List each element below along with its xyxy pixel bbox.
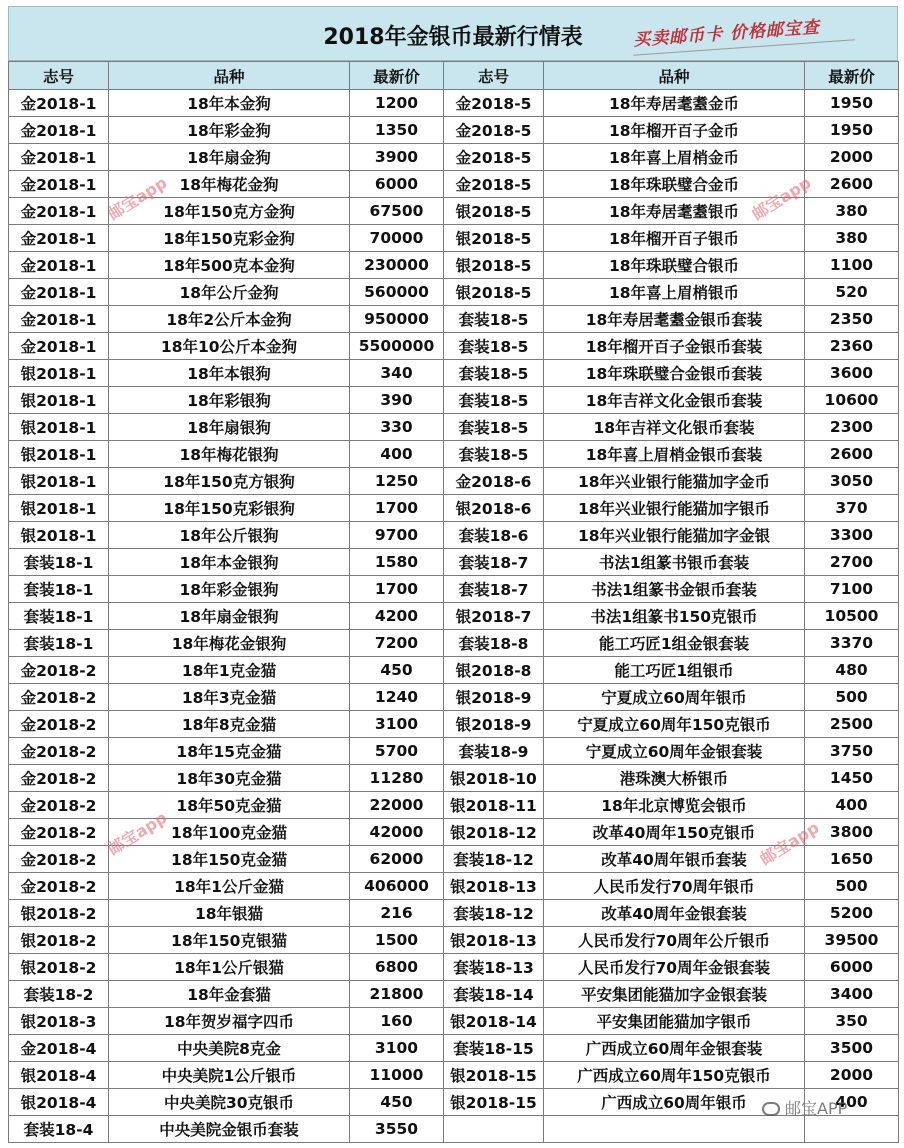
coin-price-cell: 1700 — [350, 576, 444, 603]
coin-code-cell: 银2018-8 — [444, 657, 544, 684]
coin-variety-cell: 中央美院1公斤银币 — [109, 1062, 350, 1089]
coin-price-cell: 2500 — [805, 711, 899, 738]
coin-code-cell: 套装18-5 — [444, 387, 544, 414]
coin-variety-cell: 18年10公斤本金狗 — [109, 333, 350, 360]
coin-code-cell: 银2018-14 — [444, 1008, 544, 1035]
coin-price-cell: 6000 — [350, 171, 444, 198]
coin-price-cell: 42000 — [350, 819, 444, 846]
coin-variety-cell: 18年吉祥文化金银币套装 — [544, 387, 805, 414]
coin-variety-cell: 18年梅花金银狗 — [109, 630, 350, 657]
coin-code-cell: 套装18-1 — [9, 549, 109, 576]
table-row — [9, 441, 899, 468]
coin-variety-cell: 18年30克金猫 — [109, 765, 350, 792]
coin-variety-cell: 18年扇银狗 — [109, 414, 350, 441]
coin-price-cell: 1240 — [350, 684, 444, 711]
coin-price-cell: 3100 — [350, 711, 444, 738]
coin-price-cell: 560000 — [350, 279, 444, 306]
coin-code-cell: 金2018-5 — [444, 144, 544, 171]
coin-code-cell: 套装18-1 — [9, 603, 109, 630]
coin-variety-cell: 书法1组篆书150克银币 — [544, 603, 805, 630]
header-cell: 最新价 — [805, 62, 899, 90]
coin-price-cell: 400 — [805, 792, 899, 819]
coin-code-cell: 套装18-1 — [9, 576, 109, 603]
coin-variety-cell: 中央美院30克银币 — [109, 1089, 350, 1116]
coin-variety-cell: 18年珠联璧合银币 — [544, 252, 805, 279]
coin-code-cell: 金2018-5 — [444, 90, 544, 117]
coin-code-cell: 金2018-2 — [9, 846, 109, 873]
coin-variety-cell: 18年银猫 — [109, 900, 350, 927]
coin-variety-cell: 18年梅花金狗 — [109, 171, 350, 198]
table-row — [9, 630, 899, 657]
coin-price-cell: 3300 — [805, 522, 899, 549]
coin-variety-cell: 18年寿居耄耋金币 — [544, 90, 805, 117]
coin-price-cell: 7200 — [350, 630, 444, 657]
coin-variety-cell: 18年梅花银狗 — [109, 441, 350, 468]
coin-variety-cell: 18年3克金猫 — [109, 684, 350, 711]
coin-code-cell: 银2018-3 — [9, 1008, 109, 1035]
coin-code-cell: 金2018-1 — [9, 225, 109, 252]
coin-price-cell: 4200 — [350, 603, 444, 630]
table-row — [9, 1035, 899, 1062]
coin-price-cell: 2300 — [805, 414, 899, 441]
coin-variety-cell: 18年寿居耄耋银币 — [544, 198, 805, 225]
coin-price-cell: 3900 — [350, 144, 444, 171]
coin-code-cell: 金2018-1 — [9, 252, 109, 279]
table-row — [9, 576, 899, 603]
coin-price-cell: 3600 — [805, 360, 899, 387]
coin-price-cell: 3500 — [805, 1035, 899, 1062]
coin-price-cell: 1950 — [805, 90, 899, 117]
coin-code-cell: 银2018-5 — [444, 279, 544, 306]
coin-variety-cell: 18年150克金猫 — [109, 846, 350, 873]
watermark: 邮宝app — [748, 172, 815, 224]
coin-variety-cell: 18年贺岁福字四币 — [109, 1008, 350, 1035]
table-row — [9, 522, 899, 549]
coin-variety-cell: 18年兴业银行能猫加字金银 — [544, 522, 805, 549]
coin-variety-cell: 18年15克金猫 — [109, 738, 350, 765]
coin-code-cell: 套装18-1 — [9, 630, 109, 657]
coin-price-cell: 2700 — [805, 549, 899, 576]
coin-price-cell — [805, 1116, 899, 1143]
table-row — [9, 603, 899, 630]
table-row — [9, 333, 899, 360]
table-row — [9, 468, 899, 495]
table-row — [9, 252, 899, 279]
coin-code-cell: 金2018-2 — [9, 711, 109, 738]
coin-code-cell: 银2018-4 — [9, 1062, 109, 1089]
coin-price-cell: 370 — [805, 495, 899, 522]
coin-price-cell: 480 — [805, 657, 899, 684]
table-row — [9, 414, 899, 441]
coin-code-cell: 套装18-5 — [444, 360, 544, 387]
table-row — [9, 738, 899, 765]
coin-code-cell: 金2018-2 — [9, 792, 109, 819]
coin-code-cell: 银2018-2 — [9, 927, 109, 954]
coin-variety-cell: 广西成立60周年金银套装 — [544, 1035, 805, 1062]
coin-variety-cell: 18年1克金猫 — [109, 657, 350, 684]
coin-price-cell: 5200 — [805, 900, 899, 927]
coin-code-cell: 金2018-1 — [9, 171, 109, 198]
coin-code-cell: 银2018-1 — [9, 414, 109, 441]
coin-price-cell: 3370 — [805, 630, 899, 657]
coin-variety-cell: 广西成立60周年银币 — [544, 1089, 805, 1116]
coin-code-cell — [444, 1116, 544, 1143]
coin-price-cell: 950000 — [350, 306, 444, 333]
coin-price-cell: 380 — [805, 198, 899, 225]
coin-price-cell: 11000 — [350, 1062, 444, 1089]
coin-variety-cell: 18年喜上眉梢金银币套装 — [544, 441, 805, 468]
coin-variety-cell: 平安集团能猫加字银币 — [544, 1008, 805, 1035]
coin-variety-cell: 18年喜上眉梢银币 — [544, 279, 805, 306]
coin-variety-cell: 人民币发行70周年金银套装 — [544, 954, 805, 981]
coin-code-cell: 银2018-1 — [9, 360, 109, 387]
coin-price-cell: 230000 — [350, 252, 444, 279]
coin-variety-cell: 18年100克金猫 — [109, 819, 350, 846]
coin-variety-cell: 18年150克方金狗 — [109, 198, 350, 225]
coin-code-cell: 银2018-15 — [444, 1062, 544, 1089]
table-row — [9, 171, 899, 198]
coin-price-cell: 9700 — [350, 522, 444, 549]
table-row — [9, 711, 899, 738]
table-row — [9, 819, 899, 846]
coin-variety-cell: 18年50克金猫 — [109, 792, 350, 819]
watermark: 邮宝app — [104, 172, 171, 224]
coin-code-cell: 银2018-13 — [444, 873, 544, 900]
brand-mark — [762, 1096, 847, 1119]
coin-code-cell: 银2018-7 — [444, 603, 544, 630]
coin-price-cell: 21800 — [350, 981, 444, 1008]
coin-variety-cell: 18年扇金银狗 — [109, 603, 350, 630]
brand-label: 邮宝APP — [785, 1099, 848, 1118]
table-row — [9, 1116, 899, 1143]
coin-variety-cell: 书法1组篆书金银币套装 — [544, 576, 805, 603]
coin-variety-cell: 18年150克银猫 — [109, 927, 350, 954]
coin-code-cell: 银2018-6 — [444, 495, 544, 522]
coin-variety-cell: 18年公斤银狗 — [109, 522, 350, 549]
coin-price-cell: 2600 — [805, 441, 899, 468]
coin-price-cell: 1250 — [350, 468, 444, 495]
coin-variety-cell: 18年珠联璧合金币 — [544, 171, 805, 198]
coin-code-cell: 套装18-4 — [9, 1116, 109, 1143]
coin-price-cell: 500 — [805, 873, 899, 900]
coin-variety-cell: 广西成立60周年150克银币 — [544, 1062, 805, 1089]
coin-variety-cell: 18年150克彩银狗 — [109, 495, 350, 522]
coin-code-cell: 套装18-5 — [444, 333, 544, 360]
coin-price-cell: 1100 — [805, 252, 899, 279]
table-row — [9, 657, 899, 684]
coin-variety-cell: 中央美院金银币套装 — [109, 1116, 350, 1143]
coin-variety-cell: 18年本金狗 — [109, 90, 350, 117]
table-row — [9, 90, 899, 117]
table-row — [9, 495, 899, 522]
coin-code-cell: 金2018-1 — [9, 198, 109, 225]
coin-variety-cell: 改革40周年金银套装 — [544, 900, 805, 927]
coin-variety-cell: 18年彩金银狗 — [109, 576, 350, 603]
header-cell: 志号 — [9, 62, 109, 90]
coin-code-cell: 套装18-5 — [444, 414, 544, 441]
coin-price-cell: 1580 — [350, 549, 444, 576]
coin-variety-cell: 18年公斤金狗 — [109, 279, 350, 306]
coin-code-cell: 银2018-2 — [9, 954, 109, 981]
coin-variety-cell: 书法1组篆书银币套装 — [544, 549, 805, 576]
table-row — [9, 306, 899, 333]
coin-code-cell: 银2018-1 — [9, 522, 109, 549]
coin-code-cell: 银2018-1 — [9, 495, 109, 522]
coin-code-cell: 银2018-13 — [444, 927, 544, 954]
coin-code-cell: 银2018-1 — [9, 387, 109, 414]
coin-price-cell: 2600 — [805, 171, 899, 198]
coin-variety-cell: 18年喜上眉梢金币 — [544, 144, 805, 171]
coin-price-cell: 1500 — [350, 927, 444, 954]
coin-code-cell: 套装18-6 — [444, 522, 544, 549]
coin-code-cell: 银2018-15 — [444, 1089, 544, 1116]
coin-code-cell: 金2018-5 — [444, 171, 544, 198]
table-header-row — [9, 62, 899, 90]
table-row — [9, 144, 899, 171]
coin-variety-cell: 18年榴开百子金银币套装 — [544, 333, 805, 360]
coin-code-cell: 套装18-13 — [444, 954, 544, 981]
coin-price-cell: 62000 — [350, 846, 444, 873]
coin-code-cell: 银2018-5 — [444, 225, 544, 252]
header-cell: 志号 — [444, 62, 544, 90]
coin-code-cell: 银2018-1 — [9, 468, 109, 495]
coin-variety-cell: 18年彩银狗 — [109, 387, 350, 414]
price-table-body — [9, 62, 899, 1143]
price-table — [8, 61, 899, 1143]
coin-price-cell: 2000 — [805, 144, 899, 171]
coin-price-cell: 390 — [350, 387, 444, 414]
coin-variety-cell: 18年2公斤本金狗 — [109, 306, 350, 333]
page-title: 2018年金银币最新行情表 — [323, 25, 583, 50]
coin-code-cell: 银2018-5 — [444, 252, 544, 279]
coin-variety-cell: 人民币发行70周年银币 — [544, 873, 805, 900]
coin-code-cell: 套装18-7 — [444, 576, 544, 603]
coin-code-cell: 金2018-6 — [444, 468, 544, 495]
coin-code-cell: 银2018-1 — [9, 441, 109, 468]
coin-variety-cell: 18年本金银狗 — [109, 549, 350, 576]
header-cell: 品种 — [544, 62, 805, 90]
table-row — [9, 765, 899, 792]
coin-code-cell: 金2018-1 — [9, 279, 109, 306]
coin-variety-cell: 18年珠联璧合金银币套装 — [544, 360, 805, 387]
coin-variety-cell: 18年寿居耄耋金银币套装 — [544, 306, 805, 333]
coin-variety-cell: 18年北京博览会银币 — [544, 792, 805, 819]
table-row — [9, 900, 899, 927]
coin-variety-cell: 宁夏成立60周年金银套装 — [544, 738, 805, 765]
coin-variety-cell: 平安集团能猫加字金银套装 — [544, 981, 805, 1008]
coin-price-cell: 5700 — [350, 738, 444, 765]
coin-price-cell: 10600 — [805, 387, 899, 414]
table-row — [9, 873, 899, 900]
table-row — [9, 1008, 899, 1035]
coin-price-cell: 22000 — [350, 792, 444, 819]
coin-code-cell: 银2018-9 — [444, 711, 544, 738]
coin-price-cell: 67500 — [350, 198, 444, 225]
coin-variety-cell: 人民币发行70周年公斤银币 — [544, 927, 805, 954]
coin-code-cell: 银2018-2 — [9, 900, 109, 927]
coin-price-cell: 406000 — [350, 873, 444, 900]
coin-code-cell: 套装18-7 — [444, 549, 544, 576]
coin-variety-cell: 18年兴业银行能猫加字金币 — [544, 468, 805, 495]
coin-price-cell: 3750 — [805, 738, 899, 765]
coin-price-cell: 2000 — [805, 1062, 899, 1089]
coin-code-cell: 套装18-8 — [444, 630, 544, 657]
coin-variety-cell: 能工巧匠1组银币 — [544, 657, 805, 684]
coin-code-cell: 金2018-4 — [9, 1035, 109, 1062]
coin-price-cell: 400 — [350, 441, 444, 468]
coin-price-cell: 2350 — [805, 306, 899, 333]
coin-variety-cell: 18年1公斤金猫 — [109, 873, 350, 900]
coin-variety-cell: 宁夏成立60周年150克银币 — [544, 711, 805, 738]
table-row — [9, 225, 899, 252]
coin-code-cell: 金2018-1 — [9, 306, 109, 333]
table-row — [9, 279, 899, 306]
coin-price-cell: 380 — [805, 225, 899, 252]
header-cell: 最新价 — [350, 62, 444, 90]
coin-variety-cell: 中央美院8克金 — [109, 1035, 350, 1062]
coin-code-cell: 金2018-2 — [9, 765, 109, 792]
coin-code-cell: 套装18-15 — [444, 1035, 544, 1062]
coin-code-cell: 银2018-12 — [444, 819, 544, 846]
coin-code-cell: 银2018-4 — [9, 1089, 109, 1116]
title-bar — [8, 6, 898, 61]
watermark: 邮宝app — [104, 807, 171, 859]
coin-price-cell: 450 — [350, 1089, 444, 1116]
coin-price-cell: 39500 — [805, 927, 899, 954]
coin-variety-cell: 能工巧匠1组金银套装 — [544, 630, 805, 657]
coin-price-cell: 3400 — [805, 981, 899, 1008]
wechat-icon — [762, 1102, 780, 1116]
table-row — [9, 792, 899, 819]
coin-code-cell: 金2018-2 — [9, 684, 109, 711]
coin-price-cell: 400 — [805, 1089, 899, 1116]
price-sheet — [8, 6, 898, 1142]
table-row — [9, 1062, 899, 1089]
header-cell: 品种 — [109, 62, 350, 90]
coin-variety-cell: 18年500克本金狗 — [109, 252, 350, 279]
coin-code-cell: 金2018-2 — [9, 819, 109, 846]
coin-price-cell: 1350 — [350, 117, 444, 144]
table-row — [9, 954, 899, 981]
coin-price-cell: 1200 — [350, 90, 444, 117]
coin-variety-cell: 改革40周年银币套装 — [544, 846, 805, 873]
coin-code-cell: 银2018-9 — [444, 684, 544, 711]
coin-price-cell: 1700 — [350, 495, 444, 522]
table-row — [9, 360, 899, 387]
coin-variety-cell: 18年兴业银行能猫加字银币 — [544, 495, 805, 522]
coin-code-cell: 套装18-12 — [444, 846, 544, 873]
table-row — [9, 117, 899, 144]
coin-price-cell: 1650 — [805, 846, 899, 873]
coin-variety-cell: 18年彩金狗 — [109, 117, 350, 144]
coin-price-cell: 340 — [350, 360, 444, 387]
coin-code-cell: 银2018-11 — [444, 792, 544, 819]
coin-code-cell: 银2018-10 — [444, 765, 544, 792]
coin-price-cell: 3100 — [350, 1035, 444, 1062]
coin-variety-cell: 18年150克彩金狗 — [109, 225, 350, 252]
coin-variety-cell: 改革40周年150克银币 — [544, 819, 805, 846]
coin-code-cell: 银2018-5 — [444, 198, 544, 225]
coin-price-cell: 3550 — [350, 1116, 444, 1143]
coin-code-cell: 套装18-12 — [444, 900, 544, 927]
table-row — [9, 198, 899, 225]
coin-code-cell: 套装18-9 — [444, 738, 544, 765]
coin-price-cell: 7100 — [805, 576, 899, 603]
coin-price-cell: 6800 — [350, 954, 444, 981]
coin-code-cell: 金2018-1 — [9, 333, 109, 360]
coin-variety-cell: 18年金套猫 — [109, 981, 350, 1008]
coin-code-cell: 金2018-5 — [444, 117, 544, 144]
table-row — [9, 684, 899, 711]
coin-code-cell: 套装18-2 — [9, 981, 109, 1008]
coin-price-cell: 6000 — [805, 954, 899, 981]
coin-code-cell: 金2018-2 — [9, 657, 109, 684]
coin-price-cell: 3050 — [805, 468, 899, 495]
coin-price-cell: 160 — [350, 1008, 444, 1035]
coin-variety-cell: 宁夏成立60周年银币 — [544, 684, 805, 711]
coin-price-cell: 330 — [350, 414, 444, 441]
coin-price-cell: 10500 — [805, 603, 899, 630]
coin-price-cell: 216 — [350, 900, 444, 927]
coin-variety-cell: 18年8克金猫 — [109, 711, 350, 738]
coin-price-cell: 520 — [805, 279, 899, 306]
coin-variety-cell: 18年150克方银狗 — [109, 468, 350, 495]
coin-code-cell: 套装18-5 — [444, 306, 544, 333]
coin-variety-cell: 18年扇金狗 — [109, 144, 350, 171]
coin-price-cell: 2360 — [805, 333, 899, 360]
coin-price-cell: 1950 — [805, 117, 899, 144]
coin-price-cell: 500 — [805, 684, 899, 711]
coin-price-cell: 350 — [805, 1008, 899, 1035]
watermark: 邮宝app — [756, 817, 823, 869]
table-row — [9, 927, 899, 954]
coin-price-cell: 1450 — [805, 765, 899, 792]
coin-code-cell: 套装18-14 — [444, 981, 544, 1008]
coin-variety-cell: 港珠澳大桥银币 — [544, 765, 805, 792]
coin-variety-cell: 18年本银狗 — [109, 360, 350, 387]
coin-price-cell: 11280 — [350, 765, 444, 792]
table-row — [9, 981, 899, 1008]
coin-variety-cell — [544, 1116, 805, 1143]
coin-price-cell: 3800 — [805, 819, 899, 846]
coin-price-cell: 5500000 — [350, 333, 444, 360]
table-row — [9, 549, 899, 576]
coin-code-cell: 金2018-1 — [9, 117, 109, 144]
table-row — [9, 846, 899, 873]
coin-code-cell: 金2018-2 — [9, 873, 109, 900]
coin-price-cell: 450 — [350, 657, 444, 684]
coin-code-cell: 套装18-5 — [444, 441, 544, 468]
coin-code-cell: 金2018-2 — [9, 738, 109, 765]
coin-price-cell: 70000 — [350, 225, 444, 252]
coin-variety-cell: 18年吉祥文化银币套装 — [544, 414, 805, 441]
slogan: 买卖邮币卡 价格邮宝查 — [632, 17, 821, 51]
table-row — [9, 387, 899, 414]
coin-variety-cell: 18年榴开百子金币 — [544, 117, 805, 144]
coin-variety-cell: 18年榴开百子银币 — [544, 225, 805, 252]
coin-variety-cell: 18年1公斤银猫 — [109, 954, 350, 981]
coin-code-cell: 金2018-1 — [9, 90, 109, 117]
coin-code-cell: 金2018-1 — [9, 144, 109, 171]
